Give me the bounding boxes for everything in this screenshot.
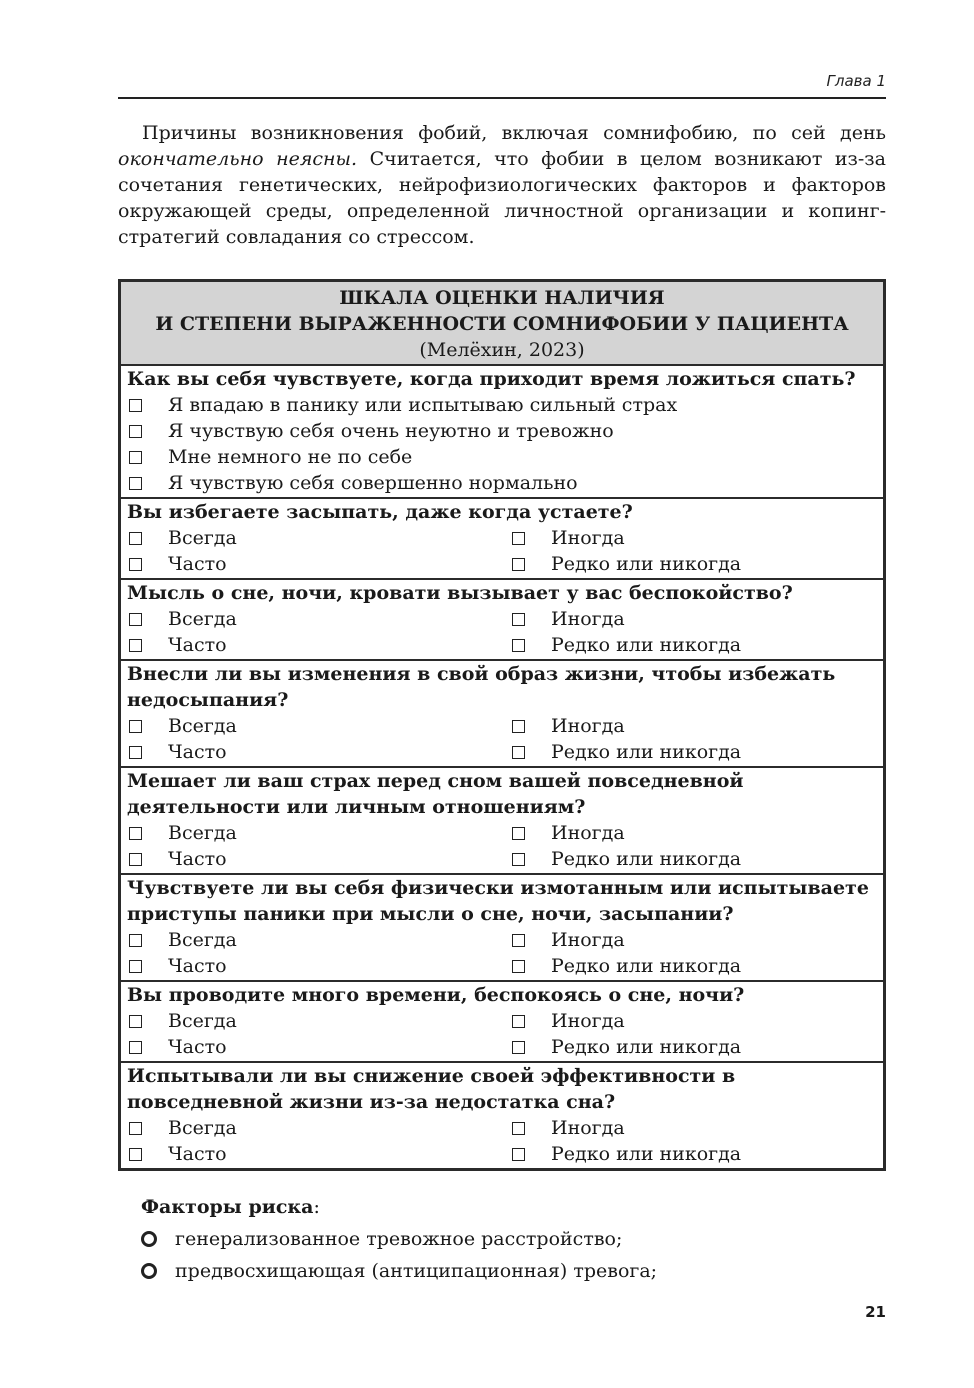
scale-source: (Мелёхин, 2023): [419, 339, 585, 361]
question-block-2: [121, 499, 883, 580]
option-label: Я впадаю в панику или испытываю сильный страх: [168, 394, 678, 416]
answer-grid: [127, 820, 877, 872]
running-header: Глава 1: [826, 72, 886, 90]
option-label: Редко или никогда: [551, 955, 742, 977]
answer-option: [127, 444, 877, 470]
option-label: Иногда: [551, 608, 625, 630]
option-label: Редко или никогда: [551, 848, 742, 870]
ring-bullet-icon: [141, 1231, 157, 1247]
option-label: Всегда: [168, 822, 237, 844]
option-label: Иногда: [551, 715, 625, 737]
checkbox[interactable]: [512, 1015, 525, 1028]
answer-grid: [127, 525, 877, 577]
answer-option-rarely: [510, 846, 877, 872]
answer-option-often: [127, 1034, 510, 1060]
answer-option-rarely: [510, 632, 877, 658]
scale-title-line-2: И СТЕПЕНИ ВЫРАЖЕННОСТИ СОМНИФОБИИ У ПАЦИЕНТА: [155, 313, 849, 335]
answer-option-sometimes: [510, 1008, 877, 1034]
checkbox[interactable]: [129, 853, 142, 866]
risk-factors-title: Факторы риска: [141, 1196, 314, 1218]
option-label: Иногда: [551, 929, 625, 951]
somniphobia-scale-table: [118, 279, 886, 1171]
option-label: Всегда: [168, 1010, 237, 1032]
answer-option-always: [127, 820, 510, 846]
checkbox[interactable]: [129, 827, 142, 840]
answer-option-sometimes: [510, 1115, 877, 1141]
intro-paragraph: [118, 120, 886, 250]
checkbox[interactable]: [129, 746, 142, 759]
page-number: 21: [865, 1303, 886, 1321]
answer-option-always: [127, 927, 510, 953]
answer-option-often: [127, 953, 510, 979]
intro-emphasis: окончательно неясны.: [118, 148, 358, 170]
option-label: Часто: [168, 741, 227, 763]
checkbox[interactable]: [512, 532, 525, 545]
answer-option-sometimes: [510, 927, 877, 953]
question-block-6: [121, 875, 883, 982]
risk-factors-section: [141, 1194, 886, 1284]
question-block-7: [121, 982, 883, 1063]
answer-option-always: [127, 606, 510, 632]
ring-bullet-icon: [141, 1263, 157, 1279]
option-label: Редко или никогда: [551, 1036, 742, 1058]
checkbox[interactable]: [129, 532, 142, 545]
option-label: Часто: [168, 1036, 227, 1058]
option-label: Иногда: [551, 527, 625, 549]
checkbox[interactable]: [512, 1041, 525, 1054]
answer-option-sometimes: [510, 525, 877, 551]
question-block-5: [121, 768, 883, 875]
option-label: Иногда: [551, 1010, 625, 1032]
answer-option: [127, 418, 877, 444]
checkbox[interactable]: [512, 613, 525, 626]
question-text: Чувствуете ли вы себя физически измотанным или испытываете приступы паники при мысли о сне, ночи, засыпании?: [127, 877, 869, 925]
answer-option-always: [127, 1115, 510, 1141]
option-label: Часто: [168, 553, 227, 575]
answer-grid: [127, 927, 877, 979]
intro-text-start: Причины возникновения фобий, включая сомнифобию, по сей день: [142, 122, 886, 144]
option-label: Всегда: [168, 527, 237, 549]
question-block-3: [121, 580, 883, 661]
list-item-text: генерализованное тревожное расстройство;: [175, 1228, 623, 1250]
list-item: [141, 1258, 886, 1284]
checkbox[interactable]: [129, 639, 142, 652]
option-label: Редко или никогда: [551, 553, 742, 575]
checkbox[interactable]: [129, 1122, 142, 1135]
checkbox[interactable]: [512, 639, 525, 652]
intro-text-end: Считается, что фобии в целом возникают из-за сочетания генетических, нейрофизиологических факторов и факторов окружающей среды, определенной личностной организации и копинг-стратегий совладания со стрессом.: [118, 148, 886, 248]
checkbox[interactable]: [129, 425, 142, 438]
question-text: Внесли ли вы изменения в свой образ жизни, чтобы избежать недосыпания?: [127, 663, 836, 711]
answer-option-rarely: [510, 1034, 877, 1060]
question-text: Мешает ли ваш страх перед сном вашей повседневной деятельности или личным отношениям?: [127, 770, 744, 818]
checkbox[interactable]: [512, 720, 525, 733]
checkbox[interactable]: [512, 827, 525, 840]
question-block-4: [121, 661, 883, 768]
list-item: [141, 1226, 886, 1252]
checkbox[interactable]: [129, 477, 142, 490]
answer-option-sometimes: [510, 713, 877, 739]
question-text: Испытывали ли вы снижение своей эффективности в повседневной жизни из-за недостатка сна?: [127, 1065, 736, 1113]
checkbox[interactable]: [129, 1041, 142, 1054]
option-label: Редко или никогда: [551, 634, 742, 656]
answer-option-always: [127, 1008, 510, 1034]
checkbox[interactable]: [512, 853, 525, 866]
answer-option-sometimes: [510, 820, 877, 846]
checkbox[interactable]: [512, 960, 525, 973]
answer-option-sometimes: [510, 606, 877, 632]
answer-option-often: [127, 551, 510, 577]
option-label: Редко или никогда: [551, 741, 742, 763]
answer-option-rarely: [510, 739, 877, 765]
answer-option-rarely: [510, 551, 877, 577]
option-label: Часто: [168, 955, 227, 977]
checkbox[interactable]: [129, 613, 142, 626]
answer-option-often: [127, 739, 510, 765]
option-label: Редко или никогда: [551, 1143, 742, 1165]
question-block-1: [121, 366, 883, 499]
answer-grid: [127, 1115, 877, 1167]
scale-title-line-1: ШКАЛА ОЦЕНКИ НАЛИЧИЯ: [339, 287, 665, 309]
checkbox[interactable]: [129, 1148, 142, 1161]
option-label: Иногда: [551, 822, 625, 844]
answer-option-rarely: [510, 953, 877, 979]
option-label: Я чувствую себя очень неуютно и тревожно: [168, 420, 614, 442]
checkbox[interactable]: [129, 1015, 142, 1028]
answer-option: [127, 470, 877, 496]
option-label: Я чувствую себя совершенно нормально: [168, 472, 578, 494]
option-label: Часто: [168, 1143, 227, 1165]
answer-option-often: [127, 846, 510, 872]
question-text: Вы проводите много времени, беспокоясь о сне, ночи?: [127, 984, 745, 1006]
answer-grid: [127, 606, 877, 658]
answer-option-always: [127, 525, 510, 551]
checkbox[interactable]: [512, 934, 525, 947]
checkbox[interactable]: [129, 451, 142, 464]
option-label: Мне немного не по себе: [168, 446, 413, 468]
question-text: Вы избегаете засыпать, даже когда устаете?: [127, 501, 633, 523]
checkbox[interactable]: [129, 720, 142, 733]
checkbox[interactable]: [512, 746, 525, 759]
answer-option-often: [127, 1141, 510, 1167]
answer-grid: [127, 1008, 877, 1060]
question-text: Как вы себя чувствуете, когда приходит время ложиться спать?: [127, 368, 856, 390]
option-label: Всегда: [168, 608, 237, 630]
option-label: Всегда: [168, 715, 237, 737]
answer-option-often: [127, 632, 510, 658]
risk-factors-heading: Факторы риска:: [141, 1196, 320, 1218]
checkbox[interactable]: [512, 1122, 525, 1135]
list-item-text: предвосхищающая (антиципационная) тревога;: [175, 1260, 658, 1282]
question-block-8: [121, 1063, 883, 1168]
answer-grid: [127, 713, 877, 765]
answer-option-always: [127, 713, 510, 739]
checkbox[interactable]: [512, 1148, 525, 1161]
option-label: Иногда: [551, 1117, 625, 1139]
option-label: Всегда: [168, 929, 237, 951]
answer-option: [127, 392, 877, 418]
checkbox[interactable]: [129, 934, 142, 947]
checkbox[interactable]: [129, 960, 142, 973]
checkbox[interactable]: [512, 558, 525, 571]
option-label: Часто: [168, 848, 227, 870]
option-label: Часто: [168, 634, 227, 656]
checkbox[interactable]: [129, 399, 142, 412]
question-text: Мысль о сне, ночи, кровати вызывает у вас беспокойство?: [127, 582, 793, 604]
header-divider: [118, 97, 886, 99]
option-label: Всегда: [168, 1117, 237, 1139]
checkbox[interactable]: [129, 558, 142, 571]
answer-option-rarely: [510, 1141, 877, 1167]
scale-header: [121, 282, 883, 366]
